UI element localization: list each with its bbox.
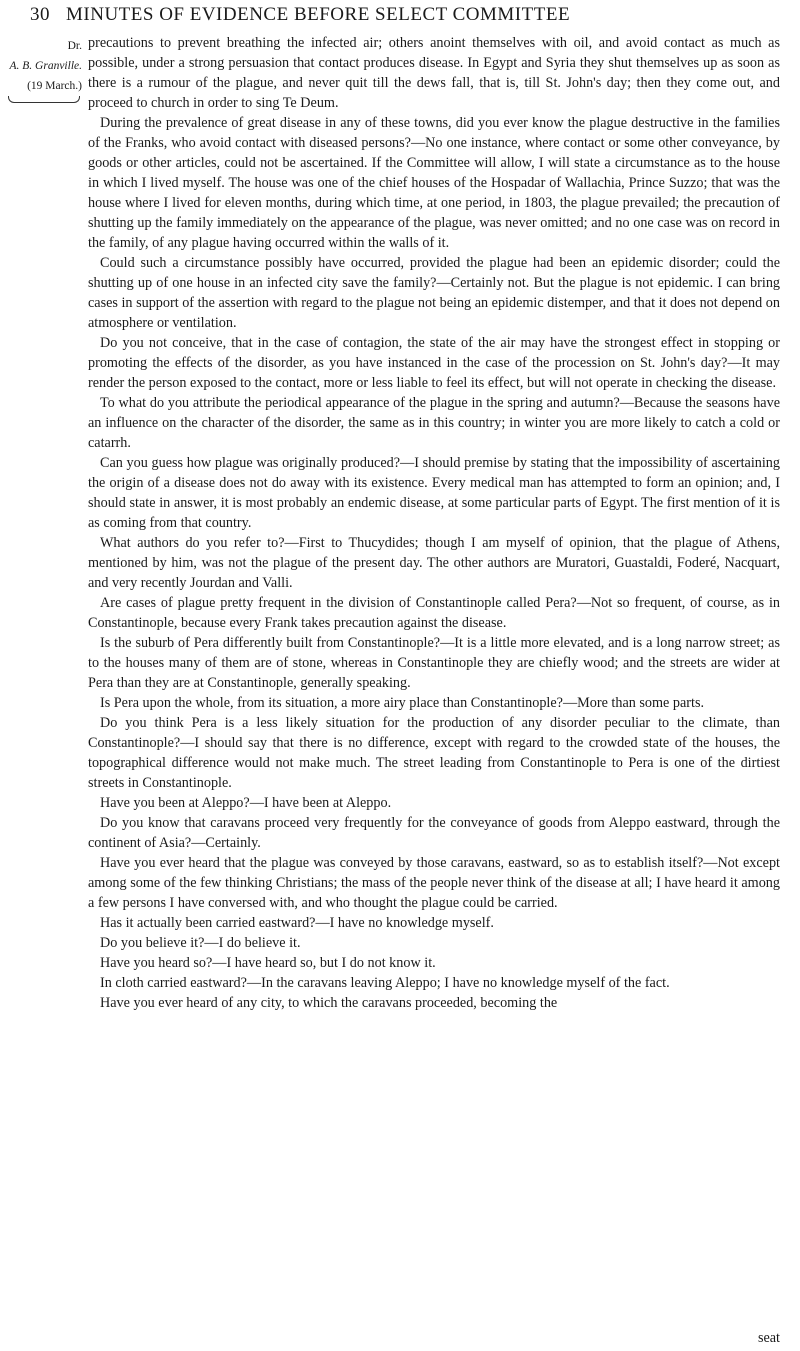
paragraph: Do you think Pera is a less likely situation for the production of any disorder peculiar to the climate, than Constantinople?—I should say that there is no difference, except with regard to the crowded state of the houses, the topographical difference would not make much. The street leading from Constantinople to Pera is one of the dirtiest streets in Constantinople. [88, 715, 780, 791]
paragraph: During the prevalence of great disease in any of these towns, did you ever know the plague destructive in the families of the Franks, who avoid contact with diseased persons?—No one instance, where contact or some other conveyance, by goods or other articles, could not be ascertained. If the Committee will allow, I will state a circumstance as to the house in which I lived myself. The house was one of the chief houses of the Hospadar of Wallachia, Prince Suzzo; that was the house where I lived for eleven months, during which time, at one period, in 1803, the plague prevailed; the precaution of shutting up the family immediately on the appearance of the plague, was never omitted; and no one case was on record in the family, of any plague having occurred within the walls of it. [88, 115, 780, 251]
margin-note [0, 36, 82, 103]
margin-brace [8, 96, 80, 103]
body-text [88, 33, 780, 1013]
paragraph: What authors do you refer to?—First to Thucydides; though I am myself of opinion, that the plague of Athens, mentioned by him, was not the plague of the present day. The other authors are Muratori, Guastaldi, Foderé, Nacquart, and very recently Jourdan and Valli. [88, 535, 780, 591]
paragraph: Have you ever heard that the plague was conveyed by those caravans, eastward, so as to establish itself?—Not except among some of the few thinking Christians; the mass of the people never think of the disease at all; I have heard it among a few persons I have conversed with, and who thought the plague could be carried. [88, 855, 780, 911]
paragraph: Could such a circumstance possibly have occurred, provided the plague had been an epidemic disorder; could the shutting up of one house in an infected city save the family?—Certainly not. But the plague is not epidemic. I can bring cases in support of the assertion with regard to the plague not being an epidemic distemper, and that it does not depend on atmosphere or ventilation. [88, 255, 780, 331]
paragraph: Is Pera upon the whole, from its situation, a more airy place than Constantinople?—More than some parts. [100, 695, 705, 711]
paragraph: Is the suburb of Pera differently built from Constantinople?—It is a little more elevated, and is a long narrow street; as to the houses many of them are of stone, whereas in Constantinople they are chiefly wood; and the streets are wider at Pera than they are at Constantinople, generally speaking. [88, 635, 780, 691]
paragraph: Have you heard so?—I have heard so, but I do not know it. [100, 955, 436, 971]
paragraph: Do you know that caravans proceed very frequently for the conveyance of goods from Aleppo eastward, through the continent of Asia?—Certainly. [88, 815, 780, 851]
paragraph: precautions to prevent breathing the infected air; others anoint themselves with oil, and avoid contact as much as possible, under a strong persuasion that contact produces disease. In Egypt and Syria they shut themselves up as soon as there is a rumour of the plague, and never quit till the dews fall, that is, till St. John's day; then they come out, and proceed to church in order to sing Te Deum. [88, 35, 780, 111]
witness-title: Dr. [67, 40, 82, 52]
running-head [30, 4, 800, 26]
page-title: MINUTES OF EVIDENCE BEFORE SELECT COMMITTEE [66, 4, 571, 25]
paragraph: Do you believe it?—I do believe it. [100, 935, 301, 951]
paragraph: To what do you attribute the periodical appearance of the plague in the spring and autumn?—Because the seasons have an influence on the character of the disorder, the same as in this country; in winter you are more likely to catch a cold or catarrh. [88, 395, 780, 451]
paragraph: Has it actually been carried eastward?—I have no knowledge myself. [100, 915, 494, 931]
paragraph: Can you guess how plague was originally produced?—I should premise by stating that the impossibility of ascertaining the origin of a disease does not do away with its existence. Every medical man has attempted to form an opinion; and, I should state in answer, it is most probably an endemic disease, at some particular parts of Egypt. The first mention of it is as coming from that country. [88, 455, 780, 531]
paragraph: Do you not conceive, that in the case of contagion, the state of the air may have the strongest effect in stopping or promoting the effects of the disorder, as you have instanced in the case of the procession on St. John's day?—It may render the person exposed to the contact, more or less liable to feel its effect, but will not operate in checking the disease. [88, 335, 780, 391]
testimony-date: (19 March.) [27, 80, 82, 92]
paragraph: Have you ever heard of any city, to which the caravans proceeded, becoming the [100, 995, 558, 1011]
paragraph: Have you been at Aleppo?—I have been at Aleppo. [100, 795, 392, 811]
page-number: 30 [30, 4, 50, 25]
paragraph: In cloth carried eastward?—In the caravans leaving Aleppo; I have no knowledge myself of the fact. [100, 975, 670, 991]
catchword: seat [757, 1330, 780, 1346]
paragraph: Are cases of plague pretty frequent in the division of Constantinople called Pera?—Not so frequent, of course, as in Constantinople, because every Frank takes precaution against the disease. [88, 595, 780, 631]
witness-name: A. B. Granville. [9, 60, 82, 72]
